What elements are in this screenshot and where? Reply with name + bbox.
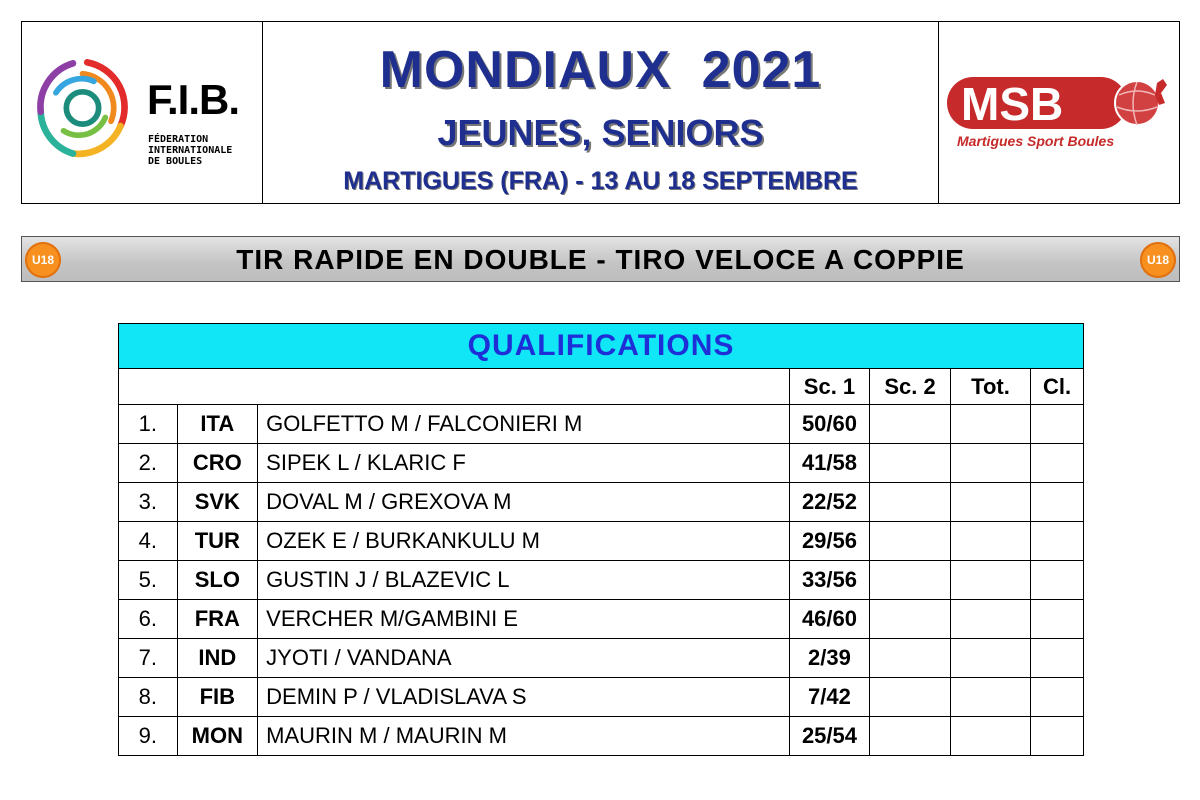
names-cell: OZEK E / BURKANKULU M — [258, 522, 789, 561]
classement-cell — [1031, 444, 1084, 483]
fib-logo-name: F.I.B. — [147, 76, 240, 123]
table-row — [119, 483, 1084, 522]
column-header-blank — [119, 369, 790, 405]
column-header-sc1: Sc. 1 — [789, 369, 870, 405]
table-heading: QUALIFICATIONS — [119, 324, 1084, 369]
country-cell: IND — [177, 639, 258, 678]
table-row — [119, 522, 1084, 561]
table-row — [119, 678, 1084, 717]
total-cell — [950, 600, 1031, 639]
rank-cell: 3. — [119, 483, 178, 522]
rank-cell: 5. — [119, 561, 178, 600]
table-row — [119, 405, 1084, 444]
event-location: MARTIGUES (FRA) - 13 AU 18 SEPTEMBRE — [343, 167, 858, 195]
classement-cell — [1031, 405, 1084, 444]
fib-logo-icon — [35, 52, 130, 162]
table-row — [119, 561, 1084, 600]
event-bar — [21, 236, 1180, 282]
country-cell: FIB — [177, 678, 258, 717]
score1-cell: 50/60 — [789, 405, 870, 444]
score1-cell: 41/58 — [789, 444, 870, 483]
names-cell: GUSTIN J / BLAZEVIC L — [258, 561, 789, 600]
table-column-row — [119, 369, 1084, 405]
msb-logo-tagline: Martigues Sport Boules — [957, 133, 1115, 149]
score1-cell: 25/54 — [789, 717, 870, 756]
score2-cell — [870, 717, 950, 756]
names-cell: JYOTI / VANDANA — [258, 639, 789, 678]
table-row — [119, 639, 1084, 678]
country-cell: MON — [177, 717, 258, 756]
total-cell — [950, 444, 1031, 483]
classement-cell — [1031, 717, 1084, 756]
country-cell: SVK — [177, 483, 258, 522]
qualifications-table — [118, 323, 1084, 756]
score1-cell: 33/56 — [789, 561, 870, 600]
country-cell: TUR — [177, 522, 258, 561]
rank-cell: 9. — [119, 717, 178, 756]
column-header-tot: Tot. — [950, 369, 1031, 405]
total-cell — [950, 405, 1031, 444]
total-cell — [950, 717, 1031, 756]
score2-cell — [870, 483, 950, 522]
title-panel — [262, 22, 939, 203]
score1-cell: 7/42 — [789, 678, 870, 717]
u18-badge-icon: U18 — [25, 242, 61, 278]
score2-cell — [870, 678, 950, 717]
names-cell: VERCHER M/GAMBINI E — [258, 600, 789, 639]
score1-cell: 29/56 — [789, 522, 870, 561]
names-cell: MAURIN M / MAURIN M — [258, 717, 789, 756]
rank-cell: 8. — [119, 678, 178, 717]
classement-cell — [1031, 678, 1084, 717]
fib-logo-line: DE BOULES — [148, 156, 203, 167]
score2-cell — [870, 561, 950, 600]
score1-cell: 2/39 — [789, 639, 870, 678]
u18-badge-icon: U18 — [1140, 242, 1176, 278]
names-cell: DEMIN P / VLADISLAVA S — [258, 678, 789, 717]
country-cell: CRO — [177, 444, 258, 483]
score2-cell — [870, 405, 950, 444]
score2-cell — [870, 600, 950, 639]
score2-cell — [870, 522, 950, 561]
msb-logo-icon — [947, 77, 1172, 167]
classement-cell — [1031, 522, 1084, 561]
country-cell: SLO — [177, 561, 258, 600]
table-row — [119, 717, 1084, 756]
column-header-sc2: Sc. 2 — [870, 369, 950, 405]
column-header-cl: Cl. — [1031, 369, 1084, 405]
msb-logo-text: MSB — [961, 78, 1064, 130]
score1-cell: 22/52 — [789, 483, 870, 522]
rank-cell: 2. — [119, 444, 178, 483]
rank-cell: 4. — [119, 522, 178, 561]
rank-cell: 6. — [119, 600, 178, 639]
page-subtitle: JEUNES, SENIORS — [437, 112, 764, 153]
fib-logo-panel — [22, 22, 263, 203]
table-row — [119, 444, 1084, 483]
classement-cell — [1031, 639, 1084, 678]
country-cell: ITA — [177, 405, 258, 444]
event-title: TIR RAPIDE EN DOUBLE - TIRO VELOCE A COPPIE — [236, 244, 965, 275]
total-cell — [950, 483, 1031, 522]
msb-logo-panel — [938, 22, 1179, 203]
names-cell: SIPEK L / KLARIC F — [258, 444, 789, 483]
fib-logo-line: INTERNATIONALE — [148, 145, 233, 156]
table-heading-row — [119, 324, 1084, 369]
total-cell — [950, 522, 1031, 561]
rank-cell: 7. — [119, 639, 178, 678]
header-box — [21, 21, 1180, 204]
country-cell: FRA — [177, 600, 258, 639]
classement-cell — [1031, 561, 1084, 600]
names-cell: DOVAL M / GREXOVA M — [258, 483, 789, 522]
fib-logo-line: FÉDERATION — [148, 134, 209, 145]
score2-cell — [870, 444, 950, 483]
classement-cell — [1031, 483, 1084, 522]
total-cell — [950, 639, 1031, 678]
names-cell: GOLFETTO M / FALCONIERI M — [258, 405, 789, 444]
classement-cell — [1031, 600, 1084, 639]
fib-logo-text — [148, 134, 232, 167]
table-body — [119, 405, 1084, 756]
total-cell — [950, 561, 1031, 600]
table-row — [119, 600, 1084, 639]
score2-cell — [870, 639, 950, 678]
score1-cell: 46/60 — [789, 600, 870, 639]
page-title: MONDIAUX 2021 — [379, 41, 822, 99]
total-cell — [950, 678, 1031, 717]
rank-cell: 1. — [119, 405, 178, 444]
